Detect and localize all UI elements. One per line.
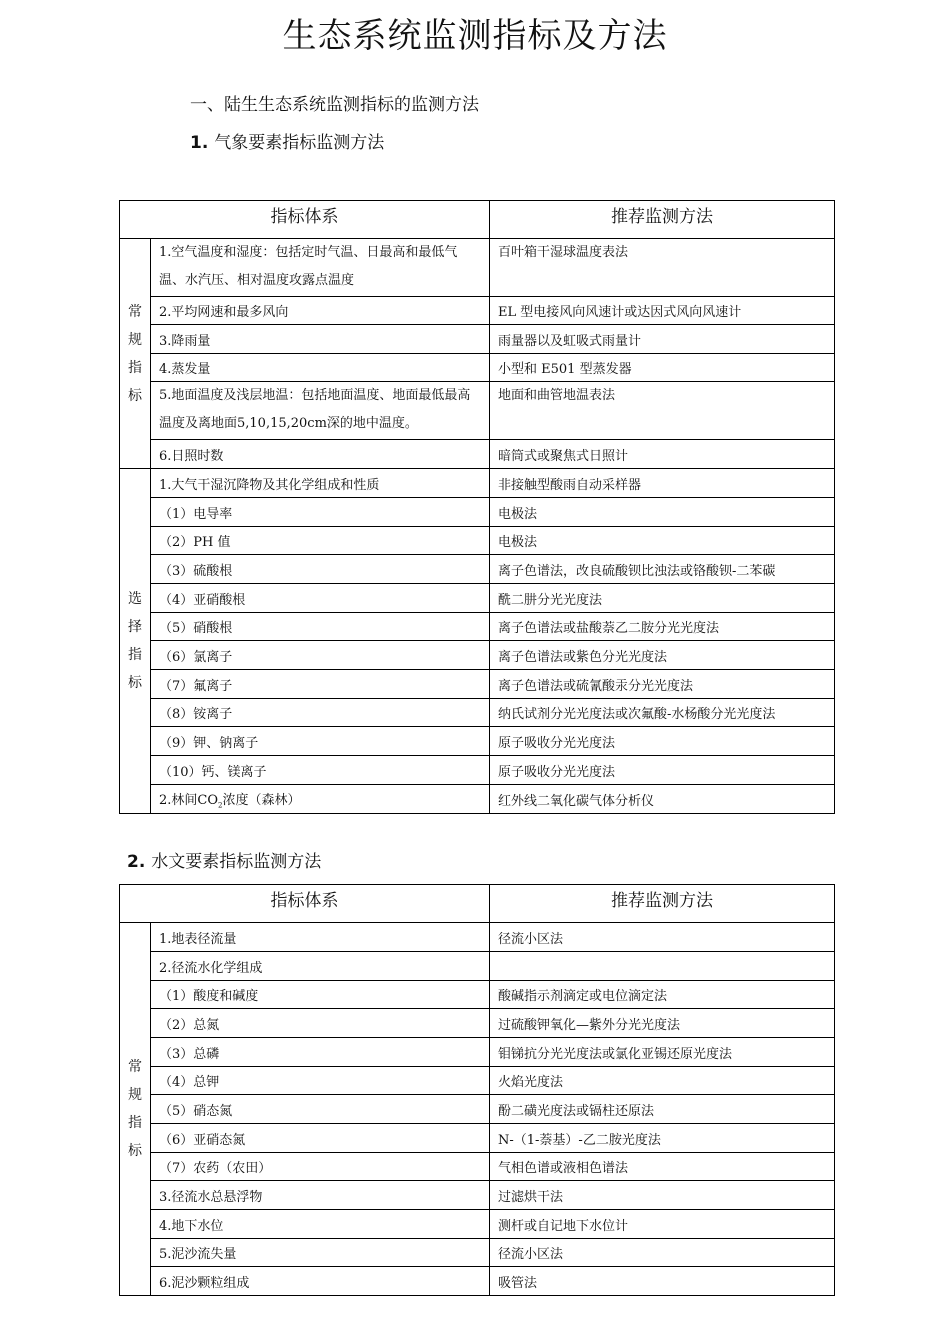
method-cell: 径流小区法 [490, 1239, 835, 1267]
table-row [120, 1153, 835, 1181]
indicator-cell: 1.空气温度和湿度：包括定时气温、日最高和最低气温、水汽压、相对温度攻露点温度 [151, 239, 490, 297]
indicator-cell: （3）总磷 [151, 1038, 490, 1067]
method-cell: 离子色谱法或盐酸萘乙二胺分光光度法 [490, 613, 835, 641]
method-cell: 酚二磺光度法或镉柱还原法 [490, 1095, 835, 1124]
table-row [120, 297, 835, 325]
method-cell: 过硫酸钾氧化—紫外分光光度法 [490, 1009, 835, 1038]
co2-label-tail: 浓度（森林） [222, 792, 301, 808]
table-row [120, 727, 835, 756]
indicator-cell: （4）总钾 [151, 1067, 490, 1095]
category-routine: 常规指标 [120, 923, 151, 1296]
table-row [120, 325, 835, 354]
table-row [120, 785, 835, 814]
subsection-text: 气象要素指标监测方法 [214, 133, 385, 153]
subsection-text: 水文要素指标监测方法 [151, 852, 322, 872]
method-cell: 气相色谱或液相色谱法 [490, 1153, 835, 1181]
method-cell: 小型和 E501 型蒸发器 [490, 354, 835, 382]
indicator-cell: （8）铵离子 [151, 699, 490, 727]
method-cell: 酸碱指示剂滴定或电位滴定法 [490, 981, 835, 1009]
table-row [120, 584, 835, 613]
indicator-cell: （4）亚硝酸根 [151, 584, 490, 613]
indicator-cell: （9）钾、钠离子 [151, 727, 490, 756]
table-row [120, 670, 835, 699]
subsection-heading-1 [190, 128, 384, 153]
table-header-row [120, 201, 835, 239]
method-cell: 电极法 [490, 498, 835, 527]
method-cell: 径流小区法 [490, 923, 835, 952]
table-row [120, 1267, 835, 1296]
indicator-cell: 2.平均网速和最多风向 [151, 297, 490, 325]
indicator-cell: （2）总氮 [151, 1009, 490, 1038]
page-title: 生态系统监测指标及方法 [282, 16, 668, 56]
subsection-number: 1. [190, 133, 209, 153]
method-cell: 暗筒式或聚焦式日照计 [490, 440, 835, 469]
table-row [120, 923, 835, 952]
method-cell: 百叶箱干湿球温度表法 [490, 239, 835, 297]
table-row [120, 641, 835, 670]
indicator-cell: 3.径流水总悬浮物 [151, 1181, 490, 1210]
table-row [120, 239, 835, 297]
indicator-cell: 6.日照时数 [151, 440, 490, 469]
method-cell: 原子吸收分光光度法 [490, 727, 835, 756]
method-cell: N-（1-萘基）-乙二胺光度法 [490, 1124, 835, 1153]
co2-label: 2.林间CO [159, 792, 219, 808]
method-cell: 电极法 [490, 527, 835, 555]
method-cell: 雨量器以及虹吸式雨量计 [490, 325, 835, 354]
subsection-heading-2 [127, 847, 321, 872]
co2-subscript: 2 [218, 801, 223, 810]
method-cell: 非接触型酸雨自动采样器 [490, 469, 835, 498]
method-cell: 离子色谱法，改良硫酸钡比浊法或铬酸钡-二苯碳 [490, 555, 835, 584]
indicator-cell: 1.大气干湿沉降物及其化学组成和性质 [151, 469, 490, 498]
indicator-cell: （6）亚硝态氮 [151, 1124, 490, 1153]
indicator-cell: （3）硫酸根 [151, 555, 490, 584]
table-row [120, 527, 835, 555]
table-row [120, 440, 835, 469]
indicator-cell: （1）电导率 [151, 498, 490, 527]
indicator-cell: （2）PH 值 [151, 527, 490, 555]
method-cell: 地面和曲管地温表法 [490, 382, 835, 440]
indicator-cell: （5）硝酸根 [151, 613, 490, 641]
method-cell: 钼锑抗分光光度法或氯化亚锡还原光度法 [490, 1038, 835, 1067]
table-row [120, 382, 835, 440]
method-cell: 酰二肼分光光度法 [490, 584, 835, 613]
indicator-cell: （5）硝态氮 [151, 1095, 490, 1124]
table-row [120, 498, 835, 527]
indicator-cell: 4.蒸发量 [151, 354, 490, 382]
indicator-cell: 4.地下水位 [151, 1210, 490, 1239]
method-cell: EL 型电接风向风速计或达因式风向风速计 [490, 297, 835, 325]
method-cell: 红外线二氧化碳气体分析仪 [490, 785, 835, 814]
indicator-cell: （10）钙、镁离子 [151, 756, 490, 785]
indicator-cell: （7）农药（农田） [151, 1153, 490, 1181]
table-row [120, 952, 835, 981]
method-cell: 过滤烘干法 [490, 1181, 835, 1210]
table-row [120, 756, 835, 785]
table-row [120, 1181, 835, 1210]
table-row [120, 1009, 835, 1038]
category-routine: 常规指标 [120, 239, 151, 469]
table-header-row [120, 885, 835, 923]
indicator-cell: 6.泥沙颗粒组成 [151, 1267, 490, 1296]
indicator-cell: 5.地面温度及浅层地温：包括地面温度、地面最低最高温度及离地面5,10,15,20cm深的地中温度。 [151, 382, 490, 440]
table-row [120, 1210, 835, 1239]
section-heading: 一、陆生生态系统监测指标的监测方法 [190, 95, 479, 115]
indicator-cell: 2.径流水化学组成 [151, 952, 490, 981]
indicator-cell: 5.泥沙流失量 [151, 1239, 490, 1267]
header-indicator-system: 指标体系 [120, 201, 490, 239]
indicator-cell: （7）氟离子 [151, 670, 490, 699]
header-recommended-method: 推荐监测方法 [490, 885, 835, 923]
method-cell: 离子色谱法或紫色分光光度法 [490, 641, 835, 670]
indicator-cell: （6）氯离子 [151, 641, 490, 670]
subsection-number: 2. [127, 852, 146, 872]
header-indicator-system: 指标体系 [120, 885, 490, 923]
indicator-cell: 1.地表径流量 [151, 923, 490, 952]
meteorology-table [119, 200, 835, 814]
header-recommended-method: 推荐监测方法 [490, 201, 835, 239]
table-row [120, 1124, 835, 1153]
table-row [120, 981, 835, 1009]
table-row [120, 613, 835, 641]
table-row [120, 1067, 835, 1095]
hydrology-table [119, 884, 835, 1296]
method-cell: 火焰光度法 [490, 1067, 835, 1095]
method-cell: 吸管法 [490, 1267, 835, 1296]
method-cell: 离子色谱法或硫氰酸汞分光光度法 [490, 670, 835, 699]
method-cell: 纳氏试剂分光光度法或次氟酸-水杨酸分光光度法 [490, 699, 835, 727]
indicator-cell: 3.降雨量 [151, 325, 490, 354]
method-cell: 原子吸收分光光度法 [490, 756, 835, 785]
table-row [120, 699, 835, 727]
method-cell [490, 952, 835, 981]
table-row [120, 555, 835, 584]
indicator-cell: （1）酸度和碱度 [151, 981, 490, 1009]
table-row [120, 354, 835, 382]
category-optional: 选择指标 [120, 469, 151, 814]
table-row [120, 1239, 835, 1267]
indicator-cell [151, 785, 490, 814]
table-row [120, 1038, 835, 1067]
method-cell: 测杆或自记地下水位计 [490, 1210, 835, 1239]
table-row [120, 469, 835, 498]
table-row [120, 1095, 835, 1124]
